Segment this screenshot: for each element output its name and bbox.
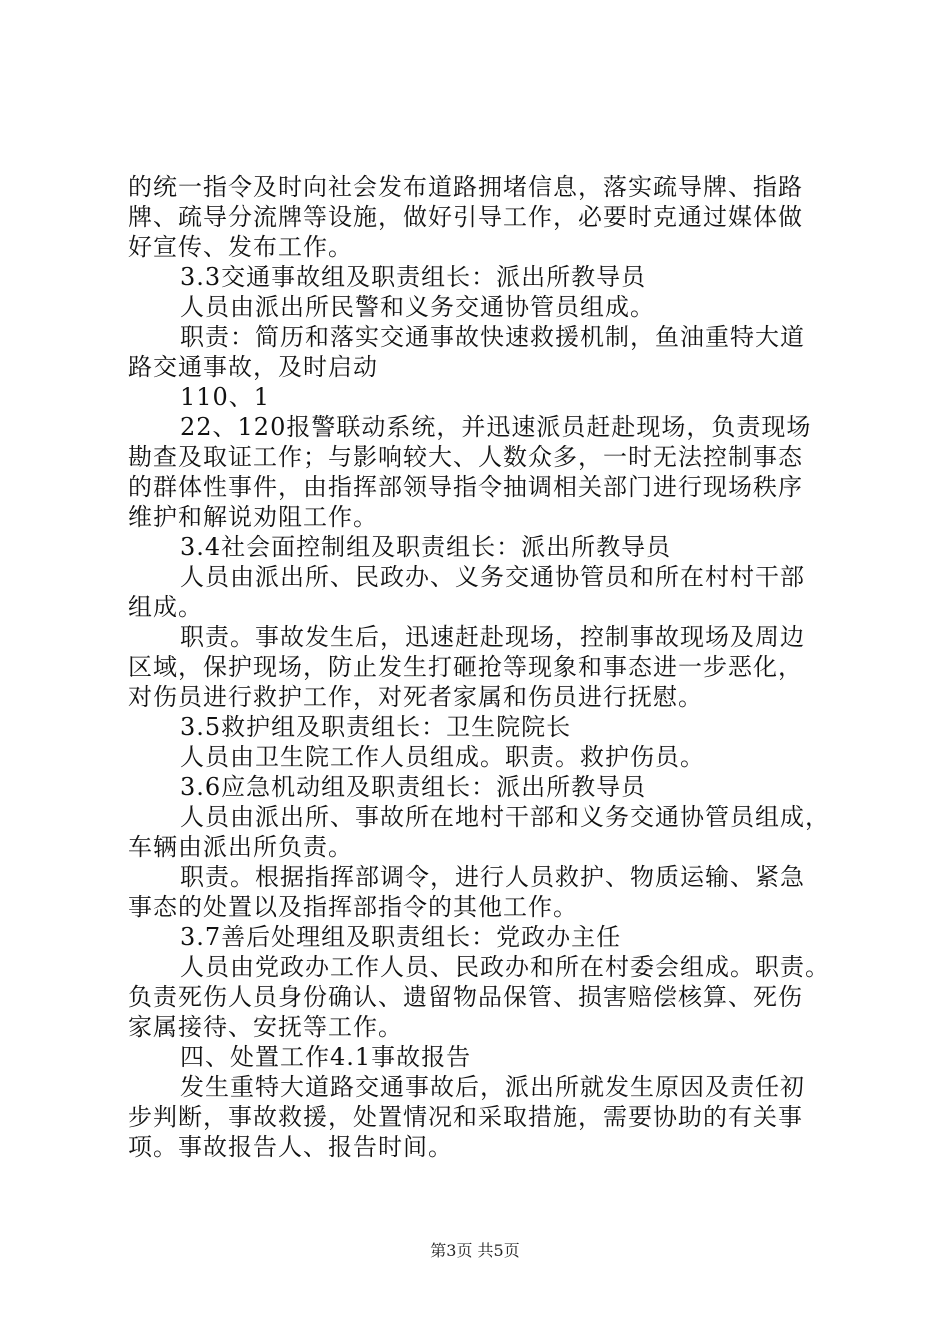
heading-3-7	[128, 922, 828, 952]
document-body	[128, 172, 828, 1162]
text-line: 路交通事故，及时启动	[128, 353, 378, 381]
paragraph-3-4-members	[128, 562, 828, 622]
paragraph-3-6-members	[128, 802, 828, 862]
section-heading: 3.4社会面控制组及职责组长：派出所教导员	[180, 533, 672, 561]
text-line: 项。事故报告人、报告时间。	[128, 1133, 453, 1161]
text-line: 维护和解说劝阻工作。	[128, 503, 378, 531]
section-heading: 3.3交通事故组及职责组长：派出所教导员	[180, 263, 647, 291]
heading-3-5	[128, 712, 828, 742]
heading-3-3	[128, 262, 828, 292]
text-line: 人员由卫生院工作人员组成。职责。救护伤员。	[180, 743, 705, 771]
text-line: 勘查及取证工作；与影响较大、人数众多，一时无法控制事态	[128, 443, 803, 471]
text-line: 好宣传、发布工作。	[128, 233, 353, 261]
text-line: 人员由派出所民警和义务交通协管员组成。	[180, 293, 655, 321]
text-line: 发生重特大道路交通事故后，派出所就发生原因及责任初	[180, 1073, 805, 1101]
text-line: 事态的处置以及指挥部指令的其他工作。	[128, 893, 578, 921]
paragraph-traffic-info	[128, 172, 828, 262]
text-line: 车辆由派出所负责。	[128, 833, 353, 861]
page-number: 第3页 共5页	[430, 1241, 520, 1260]
text-line: 家属接待、安抚等工作。	[128, 1013, 403, 1041]
text-line: 人员由党政办工作人员、民政办和所在村委会组成。职责。	[180, 953, 830, 981]
paragraph-110	[128, 382, 828, 412]
paragraph-alarm-system	[128, 412, 828, 532]
text-line: 职责：简历和落实交通事故快速救援机制，鱼油重特大道	[180, 323, 805, 351]
paragraph-3-6-duties	[128, 862, 828, 922]
paragraph-3-7-members	[128, 952, 828, 1042]
paragraph-3-3-members	[128, 292, 828, 322]
heading-3-4	[128, 532, 828, 562]
section-heading: 3.6应急机动组及职责组长：派出所教导员	[180, 773, 647, 801]
heading-section-4	[128, 1042, 828, 1072]
text-line: 的统一指令及时向社会发布道路拥堵信息，落实疏导牌、指路	[128, 173, 803, 201]
text-line: 职责。事故发生后，迅速赶赴现场，控制事故现场及周边	[180, 623, 805, 651]
text-line: 110、1	[180, 383, 271, 411]
text-line: 对伤员进行救护工作，对死者家属和伤员进行抚慰。	[128, 683, 703, 711]
section-heading: 3.5救护组及职责组长：卫生院院长	[180, 713, 572, 741]
section-heading: 四、处置工作4.1事故报告	[180, 1043, 472, 1071]
text-line: 22、120报警联动系统，并迅速派员赶赴现场，负责现场	[180, 413, 812, 441]
text-line: 区域，保护现场，防止发生打砸抢等现象和事态进一步恶化，	[128, 653, 803, 681]
text-line: 步判断，事故救援，处置情况和采取措施，需要协助的有关事	[128, 1103, 803, 1131]
text-line: 负责死伤人员身份确认、遗留物品保管、损害赔偿核算、死伤	[128, 983, 803, 1011]
text-line: 的群体性事件，由指挥部领导指令抽调相关部门进行现场秩序	[128, 473, 803, 501]
paragraph-3-5-members	[128, 742, 828, 772]
page-footer	[0, 1240, 950, 1262]
text-line: 人员由派出所、事故所在地村干部和义务交通协管员组成，	[180, 803, 830, 831]
text-line: 职责。根据指挥部调令，进行人员救护、物质运输、紧急	[180, 863, 805, 891]
text-line: 牌、疏导分流牌等设施，做好引导工作，必要时克通过媒体做	[128, 203, 803, 231]
text-line: 人员由派出所、民政办、义务交通协管员和所在村村干部	[180, 563, 805, 591]
paragraph-3-4-duties	[128, 622, 828, 712]
paragraph-3-3-duties	[128, 322, 828, 382]
section-heading: 3.7善后处理组及职责组长：党政办主任	[180, 923, 622, 951]
heading-3-6	[128, 772, 828, 802]
paragraph-accident-report	[128, 1072, 828, 1162]
text-line: 组成。	[128, 593, 203, 621]
